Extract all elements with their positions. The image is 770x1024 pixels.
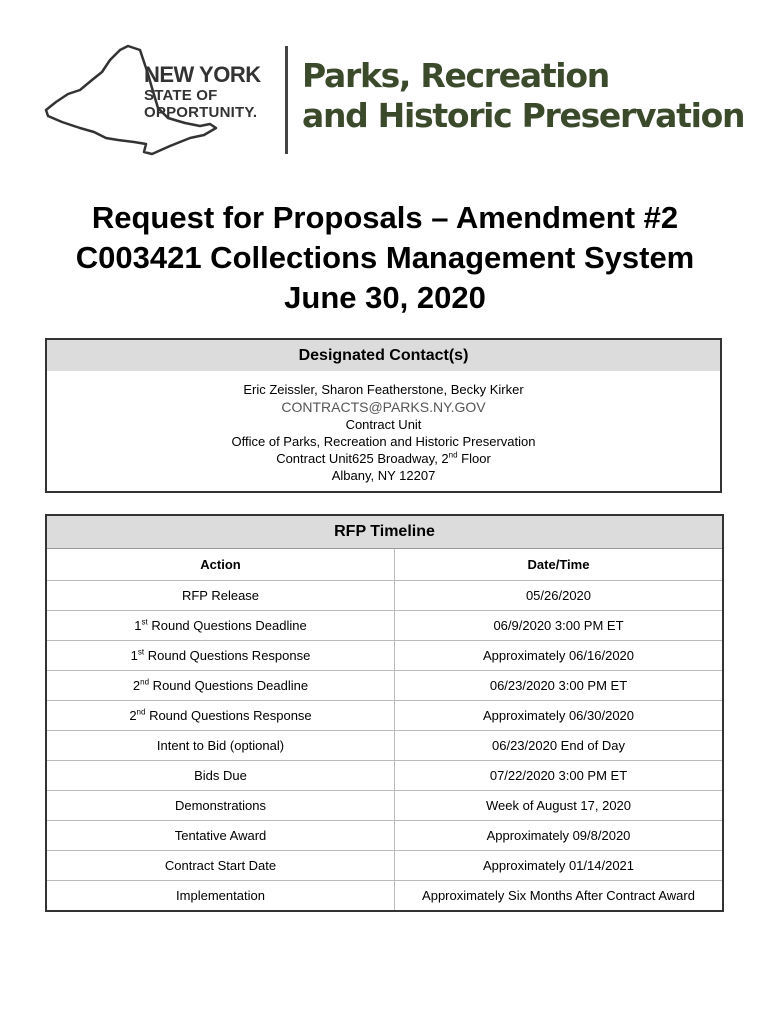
logo-divider [285, 46, 288, 154]
table-row [46, 851, 723, 881]
table-row [46, 761, 723, 791]
agency-name-line-2: and Historic Preservation [302, 96, 745, 135]
wordmark-line-3: OPPORTUNITY. [144, 104, 258, 121]
office-name: Office of Parks, Recreation and Historic Preservation [231, 434, 536, 449]
date-cell: 06/23/2020 3:00 PM ET [395, 671, 724, 701]
action-cell: 1st Round Questions Response [46, 641, 395, 671]
action-cell: Implementation [46, 881, 395, 912]
title-line-3: June 30, 2020 [284, 280, 486, 315]
date-cell: Approximately Six Months After Contract Award [395, 881, 724, 912]
date-cell: 06/9/2020 3:00 PM ET [395, 611, 724, 641]
table-row [46, 821, 723, 851]
date-cell: Approximately 06/30/2020 [395, 701, 724, 731]
contract-unit: Contract Unit [345, 417, 422, 432]
date-cell: 06/23/2020 End of Day [395, 731, 724, 761]
designated-contacts-box [45, 338, 722, 493]
action-cell: Contract Start Date [46, 851, 395, 881]
agency-name [302, 56, 744, 136]
action-cell: Intent to Bid (optional) [46, 731, 395, 761]
table-row [46, 611, 723, 641]
table-row [46, 791, 723, 821]
agency-name-line-1: Parks, Recreation [302, 56, 609, 95]
city-state-zip: Albany, NY 12207 [331, 468, 436, 483]
title-line-2: C003421 Collections Management System [75, 240, 695, 275]
document-title [0, 198, 770, 318]
street-address: Contract Unit625 Broadway, 2nd Floor [276, 450, 491, 466]
date-cell: 07/22/2020 3:00 PM ET [395, 761, 724, 791]
action-cell: Bids Due [46, 761, 395, 791]
title-line-1: Request for Proposals – Amendment #2 [91, 200, 679, 235]
contact-names: Eric Zeissler, Sharon Featherstone, Becky Kirker [243, 382, 524, 397]
action-cell: 2nd Round Questions Response [46, 701, 395, 731]
timeline-caption: RFP Timeline [46, 515, 723, 549]
action-cell: 1st Round Questions Deadline [46, 611, 395, 641]
action-cell: Tentative Award [46, 821, 395, 851]
table-row [46, 881, 723, 912]
table-row [46, 581, 723, 611]
date-cell: 05/26/2020 [395, 581, 724, 611]
date-cell: Approximately 09/8/2020 [395, 821, 724, 851]
column-header-date: Date/Time [395, 549, 724, 581]
table-row [46, 701, 723, 731]
contacts-body [47, 371, 720, 484]
ny-state-wordmark [144, 64, 261, 120]
date-cell: Approximately 06/16/2020 [395, 641, 724, 671]
timeline-rows [46, 581, 723, 912]
wordmark-line-2: STATE OF [144, 87, 218, 104]
table-row [46, 731, 723, 761]
table-row [46, 671, 723, 701]
action-cell: RFP Release [46, 581, 395, 611]
date-cell: Week of August 17, 2020 [395, 791, 724, 821]
rfp-timeline-table [45, 514, 724, 912]
action-cell: Demonstrations [46, 791, 395, 821]
contacts-header: Designated Contact(s) [47, 340, 720, 371]
column-header-action: Action [46, 549, 395, 581]
wordmark-line-1: NEW YORK [144, 62, 261, 87]
date-cell: Approximately 01/14/2021 [395, 851, 724, 881]
contact-email-link[interactable]: CONTRACTS@PARKS.NY.GOV [281, 399, 486, 415]
action-cell: 2nd Round Questions Deadline [46, 671, 395, 701]
agency-logo [40, 40, 745, 160]
table-row [46, 641, 723, 671]
